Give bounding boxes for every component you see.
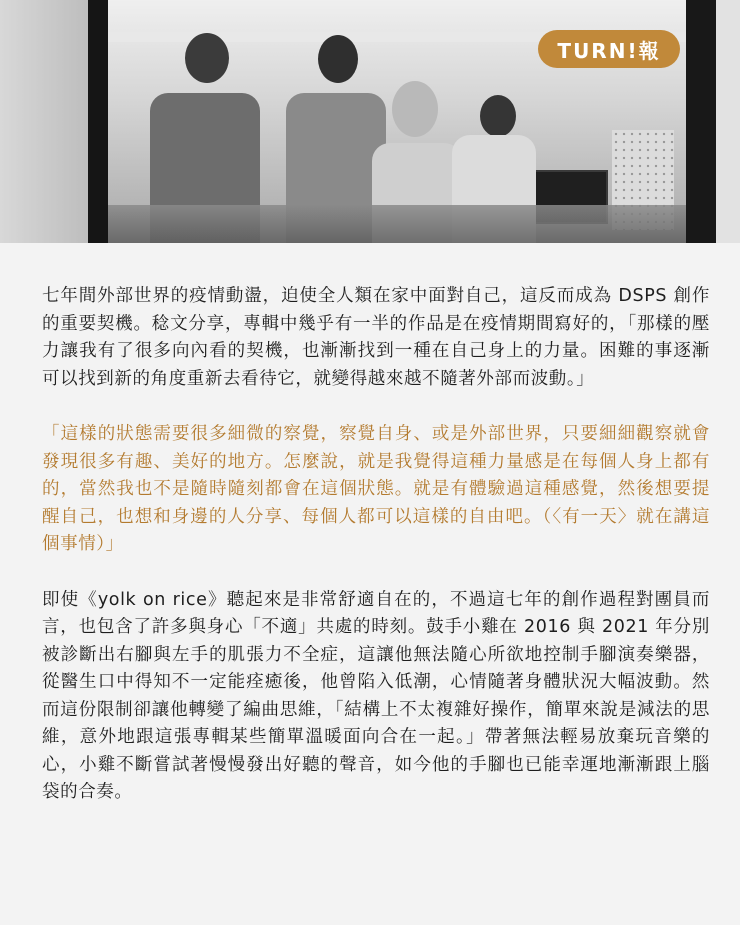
window-frame-left	[88, 0, 108, 243]
wall-right	[716, 0, 740, 243]
wall-left	[0, 0, 90, 243]
window-frame-right	[686, 0, 716, 243]
turn-logo-badge[interactable]: TURN!報	[538, 30, 680, 68]
paragraph-1: 七年間外部世界的疫情動盪，迫使全人類在家中面對自己，這反而成為 DSPS 創作的重要契機。稔文分享，專輯中幾乎有一半的作品是在疫情期間寫好的，「那樣的壓力讓我有了很多向內看的契機，也漸漸找到一種在自己身上的力量。困難的事逐漸可以找到新的角度重新去看待它，就變得越來越不隨著外部而波動。」	[42, 286, 710, 389]
quote-paragraph: 「這樣的狀態需要很多細微的察覺，察覺自身、或是外部世界，只要細細觀察就會發現很多有趣、美好的地方。怎麼說，就是我覺得這種力量感是在每個人身上都有的，當然我也不是隨時隨刻都會在這個狀態。就是有體驗過這種感覺，然後想要提醒自己，也想和身邊的人分享、每個人都可以這樣的自由吧。（〈有一天〉就在講這個事情）」	[42, 424, 710, 554]
paragraph-3: 即使《yolk on rice》聽起來是非常舒適自在的，不過這七年的創作過程對團員而言，也包含了許多與身心「不適」共處的時刻。鼓手小雞在 2016 與 2021 年分別被診斷出右腳與左手的肌張力不全症，這讓他無法隨心所欲地控制手腳演奏樂器，從醫生口中得知不一定能痊癒後，他曾陷入低潮，心情隨著身體狀況大幅波動。然而這份限制卻讓他轉變了編曲思維，「結構上不太複雜好操作，簡單來說是減法的思維，意外地跟這張專輯某些簡單溫暖面向合在一起。」帶著無法輕易放棄玩音樂的心，小雞不斷嘗試著慢慢發出好聽的聲音，如今他的手腳也已能幸運地漸漸跟上腦袋的合奏。	[42, 589, 710, 802]
article-body	[0, 243, 740, 807]
desk	[108, 205, 686, 243]
band-photo	[0, 0, 740, 243]
